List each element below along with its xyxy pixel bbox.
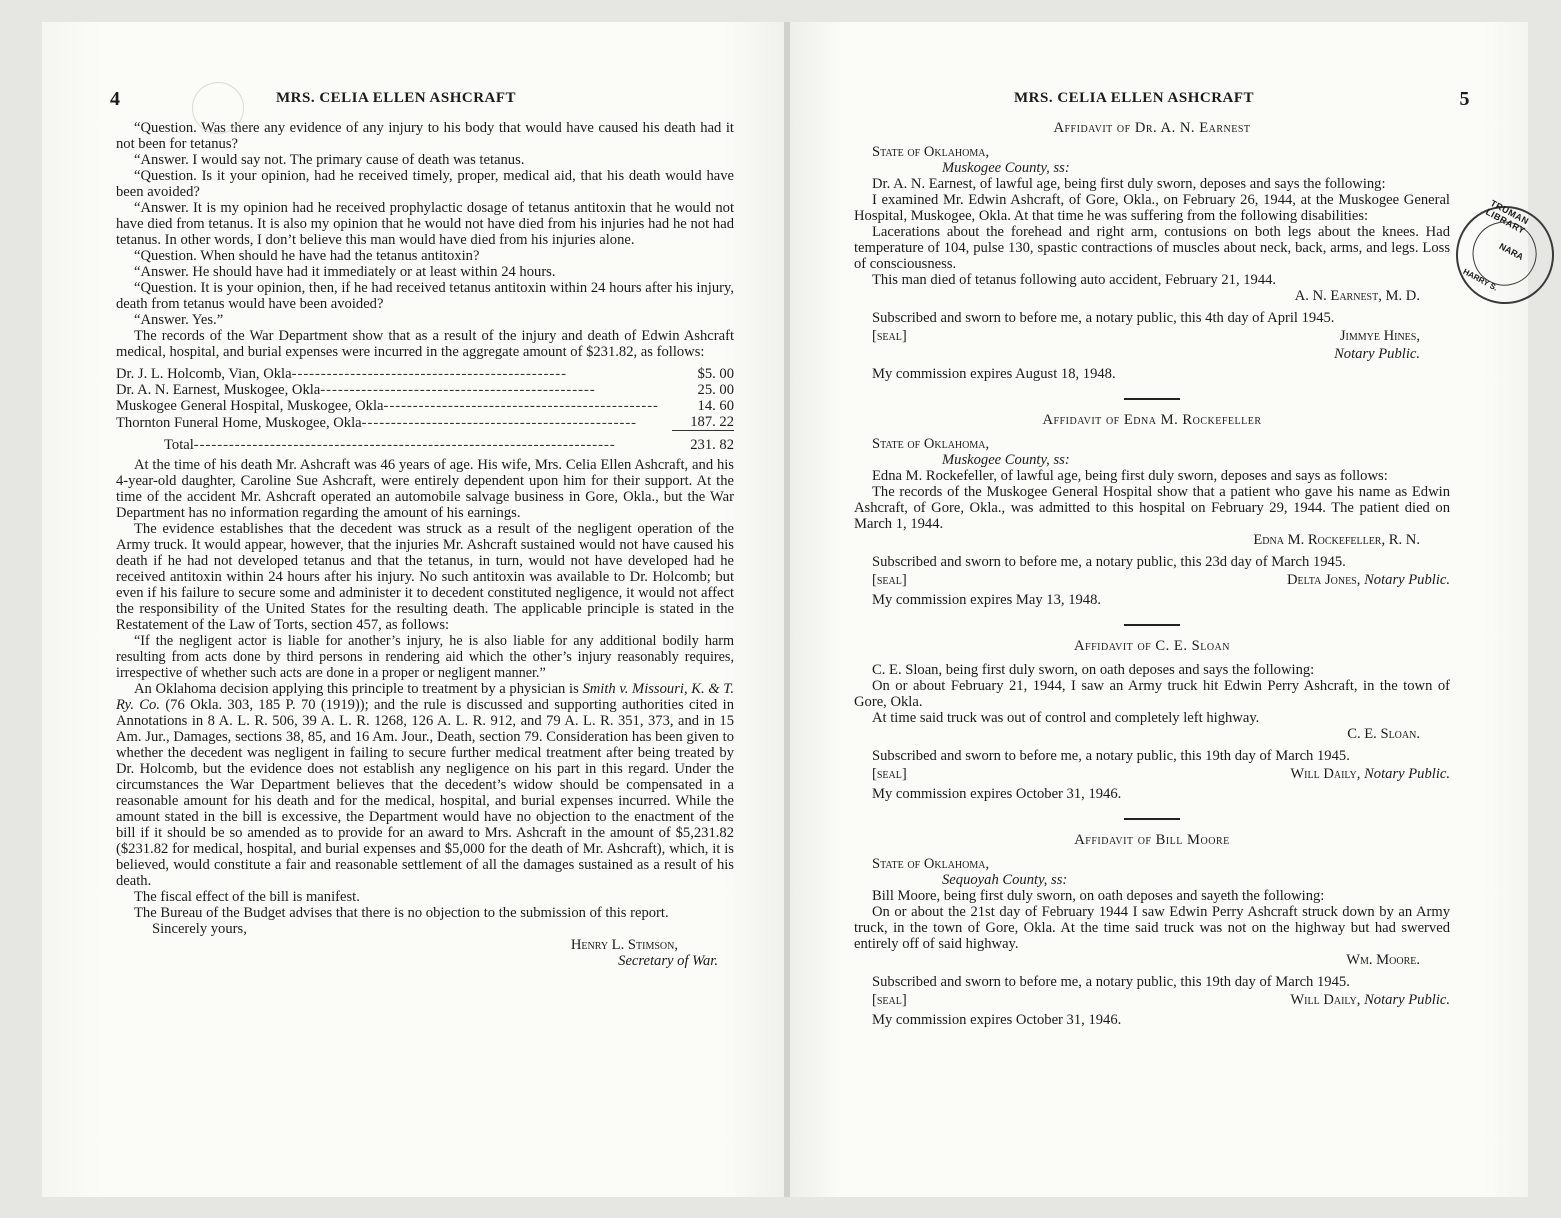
affidavit-paragraph: At time said truck was out of control and completely left highway.: [872, 710, 1260, 726]
commission-line: My commission expires October 31, 1946.: [872, 786, 1122, 802]
affidavit-paragraph: The records of the Muskogee General Hospital show that a patient who gave his name as Edwin Ashcraft, of Gore, Okla., was admitted to this hospital on February 29, 1944. The patient died on March 1, 1944.: [854, 484, 1450, 532]
notary-name: Will Daily,: [1290, 992, 1361, 1008]
affidavit-heading: Affidavit of Dr. A. N. Earnest: [1053, 120, 1251, 136]
affidavit-state: State of Oklahoma,: [872, 856, 990, 872]
expenses-table: [116, 366, 734, 453]
total-amount: 231. 82: [690, 437, 734, 453]
page-4: [42, 22, 784, 1197]
stamp-text-center: NARA: [1497, 241, 1526, 263]
seal-line: [854, 992, 1450, 1008]
running-head-title: MRS. CELIA ELLEN ASHCRAFT: [276, 90, 517, 106]
decision-rest: (76 Okla. 303, 185 P. 70 (1919)); and the rule is discussed and supporting authorities cited in Annotations in 8 A. L. R. 506, 39 A. L. R. 1268, 126 A. L. R. 912, and 79 A. L. R. 351, 373, and in 15 Am. Jur., Damages, sections 38, 85, and 16 Am. Jour., Death, section 79. Consideration has been given to whether the decedent was negligent in failing to secure further medical treatment after being treated by Dr. Holcomb, but the evidence does not establish any negligence on his part in this regard. Under the circumstances the War Department believes that the decedent’s widow should be compensated in a reasonable amount for his death and for the medical, hospital, and burial expenses incurred. While the amount stated in the bill is excessive, the Department would have no objection to the enactment of the bill if it should be so amended as to provide for an award to Mrs. Ashcraft in the amount of $5,231.82 ($231.82 for medical, hospital, and burial expenses and $5,000 for the death of Mr. Ashcraft), which, it is believed, would constitute a fair and reasonable settlement of all the damages sustained as a result of his death.: [116, 697, 734, 889]
commission-line: My commission expires October 31, 1946.: [872, 1012, 1122, 1028]
affidavit-heading: Affidavit of C. E. Sloan: [1073, 638, 1231, 654]
notary-title: Notary Public.: [1334, 346, 1420, 362]
affidavit-paragraph: On or about February 21, 1944, I saw an Army truck hit Edwin Perry Ashcraft, in the town of Gore, Okla.: [854, 678, 1450, 710]
subscribed-line: Subscribed and sworn to before me, a notary public, this 23d day of March 1945.: [872, 554, 1346, 570]
seal-line: [854, 766, 1450, 782]
stamp-text-top: TRUMAN LIBRARY: [1484, 197, 1531, 236]
testimony-line: “Question. When should he have had the tetanus antitoxin?: [134, 248, 480, 264]
expense-row: Dr. A. N. Earnest, Muskogee, Okla----------------------------------------------- 25. 00: [116, 382, 734, 398]
expense-row: Muskogee General Hospital, Muskogee, Okla----------------------------------------------- 14. 60: [116, 398, 734, 414]
testimony-line: “Answer. He should have had it immediately or at least within 24 hours.: [134, 264, 556, 280]
seal-label: [seal]: [872, 328, 907, 344]
affidavit-paragraph: On or about the 21st day of February 1944 I saw Edwin Perry Ashcraft struck down by an Army truck, in the town of Gore, Okla. At the time said truck was not on the highway but had swerved entirely off of said highway.: [854, 904, 1450, 952]
evidence-paragraph: The evidence establishes that the decedent was struck as a result of the negligent operation of the Army truck. It would appear, however, that the injuries Mr. Ashcraft sustained would not have caused his death if he had not developed tetanus and that the tetanus, in turn, would not have developed had he received antitoxin within 24 hours after his injury. No such antitoxin was available to Dr. Holcomb; but even if his failure to secure some and administer it to decedent constituted negligence, it would not affect the responsibility of the United States for the resulting death. The applicable principle is stated in the Restatement of the Law of Torts, section 457, as follows:: [116, 521, 734, 633]
affiant-name: Edna M. Rockefeller, R. N.: [1253, 532, 1420, 548]
expense-name: Dr. J. L. Holcomb, Vian, Okla: [116, 366, 292, 382]
testimony-line: “Answer. I would say not. The primary cause of death was tetanus.: [134, 152, 525, 168]
decision-paragraph: [116, 681, 734, 889]
expense-amount: 187. 22: [672, 414, 734, 431]
affidavit-paragraph: Bill Moore, being first duly sworn, on oath deposes and sayeth the following:: [872, 888, 1325, 904]
affidavit-paragraph: Dr. A. N. Earnest, of lawful age, being first duly sworn, deposes and says the following:: [872, 176, 1386, 192]
affidavit-paragraph: Edna M. Rockefeller, of lawful age, being first duly sworn, deposes and says as follows:: [872, 468, 1388, 484]
decision-intro: An Oklahoma decision applying this principle to treatment by a physician is: [134, 681, 579, 697]
page-5: [790, 22, 1528, 1197]
seal-line: [854, 572, 1450, 588]
notary-name: Will Daily,: [1290, 766, 1361, 782]
testimony-line: “Question. Was there any evidence of any injury to his body that would have caused his death had it not been for tetanus?: [116, 120, 734, 152]
testimony-line: “Question. Is it your opinion, had he received timely, proper, medical aid, that his death would have been avoided?: [116, 168, 734, 200]
section-divider: [1124, 398, 1180, 400]
page-number: 4: [110, 88, 121, 110]
case-name: Smith v. Missouri, K. & T. Ry. Co.: [116, 681, 734, 713]
expense-amount: 14. 60: [697, 398, 734, 414]
affidavit-state: State of Oklahoma,: [872, 436, 990, 452]
subscribed-line: Subscribed and sworn to before me, a notary public, this 19th day of March 1945.: [872, 748, 1350, 764]
expense-amount: 25. 00: [697, 382, 734, 398]
commission-line: My commission expires May 13, 1948.: [872, 592, 1102, 608]
signer-title: Secretary of War.: [618, 953, 718, 969]
signer-name: Henry L. Stimson,: [570, 937, 678, 953]
notary-signature: [1287, 572, 1450, 588]
testimony-line: “Answer. Yes.”: [134, 312, 224, 328]
affidavit-county: Muskogee County, ss:: [942, 160, 1070, 176]
expense-total-row: Total------------------------------------------------------------------------ 231. 82: [116, 431, 734, 454]
affidavit-paragraph: I examined Mr. Edwin Ashcraft, of Gore, Okla., on February 26, 1944, at the Muskogee General Hospital, Muskogee, Okla. At that time he was suffering from the following disabilities:: [854, 192, 1450, 224]
expense-row: Thornton Funeral Home, Muskogee, Okla----------------------------------------------- 187. 22: [116, 414, 734, 431]
expense-amount: $5. 00: [697, 366, 734, 382]
affidavit-county: Sequoyah County, ss:: [942, 872, 1068, 888]
expense-row: Dr. J. L. Holcomb, Vian, Okla----------------------------------------------- $5. 00: [116, 366, 734, 382]
subscribed-line: Subscribed and sworn to before me, a notary public, this 4th day of April 1945.: [872, 310, 1335, 326]
running-head-right: [854, 88, 1470, 114]
bureau-budget: The Bureau of the Budget advises that there is no objection to the submission of this report.: [134, 905, 669, 921]
notary-name: Jimmye Hines,: [1339, 328, 1420, 344]
notary-signature: [1290, 992, 1450, 1008]
total-label: Total: [164, 437, 194, 453]
expense-name: Thornton Funeral Home, Muskogee, Okla: [116, 414, 362, 431]
closing: Sincerely yours,: [152, 921, 247, 937]
seal-line: [854, 328, 1450, 344]
affidavit-paragraph: This man died of tetanus following auto accident, February 21, 1944.: [872, 272, 1277, 288]
section-divider: [1124, 818, 1180, 820]
affidavit-paragraph: Lacerations about the forehead and right arm, contusions on both legs about the knees. Had temperature of 104, pulse 130, spastic contractions of muscles about neck, back, arms, and legs. Loss of consciousness.: [854, 224, 1450, 272]
page-4-body: [116, 120, 734, 969]
records-paragraph: The records of the War Department show that as a result of the injury and death of Edwin Ashcraft medical, hospital, and burial expenses were incurred in the aggregate amount of $231.82, as follows:: [116, 328, 734, 360]
expense-name: Dr. A. N. Earnest, Muskogee, Okla: [116, 382, 321, 398]
affiant-name: A. N. Earnest, M. D.: [1294, 288, 1420, 304]
running-head-title: MRS. CELIA ELLEN ASHCRAFT: [1014, 90, 1255, 106]
subscribed-line: Subscribed and sworn to before me, a notary public, this 19th day of March 1945.: [872, 974, 1350, 990]
seal-label: [seal]: [872, 992, 907, 1008]
seal-label: [seal]: [872, 572, 907, 588]
affidavit-heading: Affidavit of Bill Moore: [1074, 832, 1230, 848]
section-divider: [1124, 624, 1180, 626]
notary-title: Notary Public.: [1364, 572, 1450, 588]
expense-name: Muskogee General Hospital, Muskogee, Okla: [116, 398, 384, 414]
page-number: 5: [1459, 88, 1470, 110]
stamp-text-bottom: HARRY S.: [1461, 266, 1500, 293]
affidavit-county: Muskogee County, ss:: [942, 452, 1070, 468]
testimony-line: “Answer. It is my opinion had he received prophylactic dosage of tetanus antitoxin that he would not have died from tetanus. It is also my opinion that he would not have died from his injuries had he not had tetanus. In other words, I don’t believe this man would have died from his injuries alone.: [116, 200, 734, 248]
running-head-left: [110, 88, 734, 114]
affidavit-paragraph: C. E. Sloan, being first duly sworn, on oath deposes and says the following:: [872, 662, 1315, 678]
testimony-line: “Question. It is your opinion, then, if he had received tetanus antitoxin within 24 hours after his injury, death from tetanus would have been avoided?: [116, 280, 734, 312]
notary-title: Notary Public.: [1364, 992, 1450, 1008]
fiscal-effect: The fiscal effect of the bill is manifest.: [134, 889, 360, 905]
signature-block: [116, 937, 734, 969]
seal-label: [seal]: [872, 766, 907, 782]
affidavit-state: State of Oklahoma,: [872, 144, 990, 160]
affidavit-heading: Affidavit of Edna M. Rockefeller: [1042, 412, 1262, 428]
decedent-paragraph: At the time of his death Mr. Ashcraft was 46 years of age. His wife, Mrs. Celia Ellen Ashcraft, and his 4-year-old daughter, Caroline Sue Ashcraft, were entirely dependent upon him for their support. At the time of the accident Mr. Ashcraft operated an automobile salvage business in Gore, Okla., but the War Department has no information regarding the amount of his earnings.: [116, 457, 734, 521]
commission-line: My commission expires August 18, 1948.: [872, 366, 1116, 382]
affiant-name: C. E. Sloan.: [1347, 726, 1420, 742]
affiant-name: Wm. Moore.: [1346, 952, 1420, 968]
notary-title: Notary Public.: [1364, 766, 1450, 782]
notary-name: Delta Jones,: [1286, 572, 1361, 588]
page-5-body: [854, 120, 1450, 1028]
notary-signature: [1290, 766, 1450, 782]
restatement-quote: “If the negligent actor is liable for another’s injury, he is also liable for any additional bodily harm resulting from acts done by third persons in rendering aid which the other’s injury reasonably requires, irrespective of whether such acts are done in a proper or negligent manner.”: [116, 633, 734, 681]
